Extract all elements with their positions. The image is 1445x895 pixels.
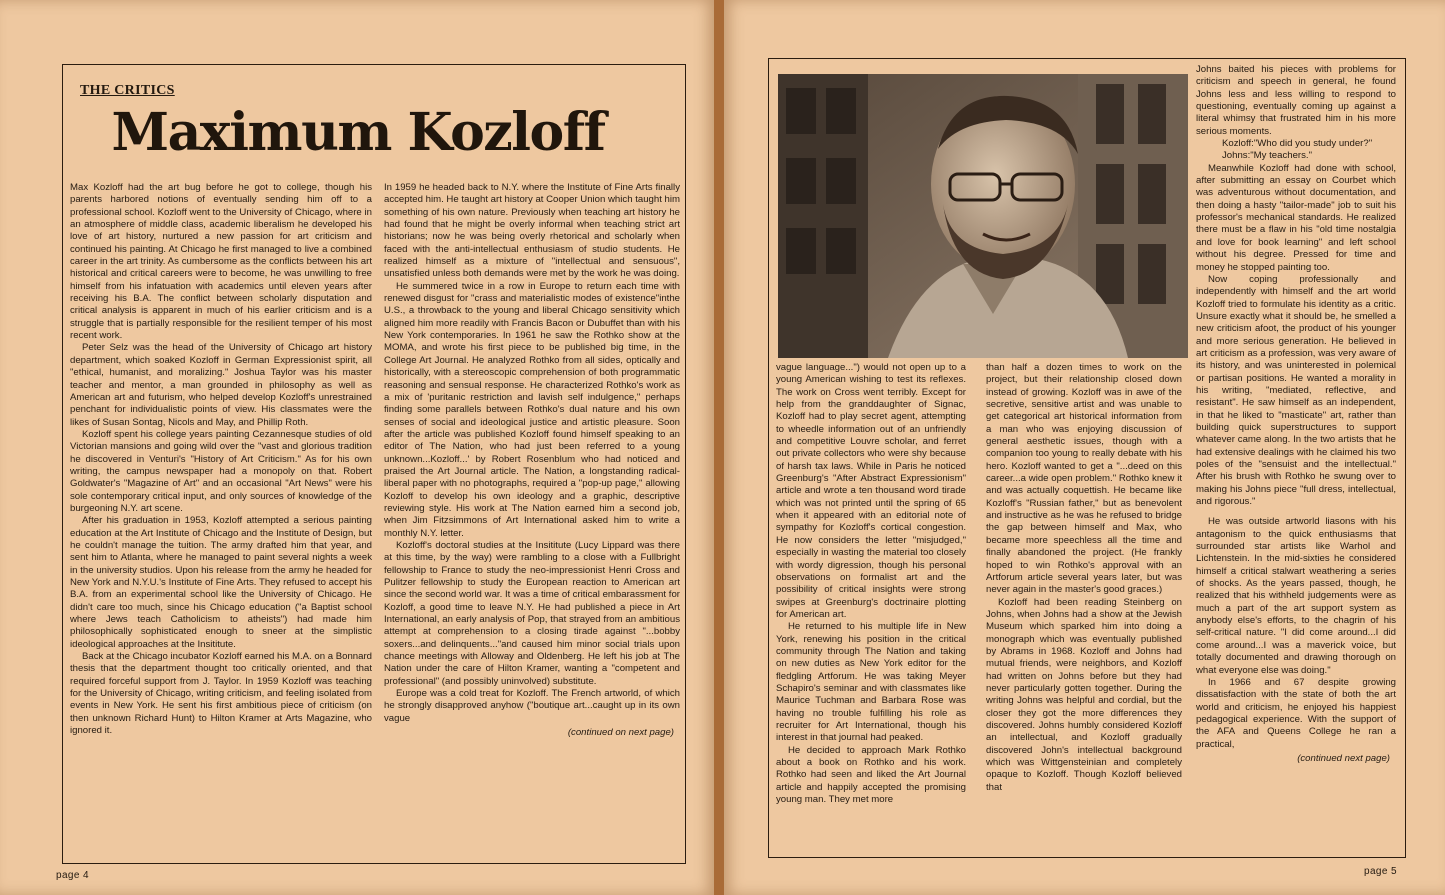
paragraph: Kozloff:"Who did you study under?" <box>1222 138 1373 150</box>
paragraph: He returned to his multiple life in New York, renewing his position in the critical community through The Nation and taking on new duties as New York editor for the fledgling Artforum. He was taking Meyer Schapiro's seminar and with classmates like Maurice Tuchman and Barbara Rose was having no trouble fulfilling his role as recruiter for Art International, though his interest in that journal had peaked. <box>776 621 966 744</box>
continued-note: (continued next page) <box>1297 752 1390 764</box>
article-column-3 <box>776 362 966 848</box>
paragraph: Johns:"My teachers." <box>1222 150 1312 162</box>
paragraph: Max Kozloff had the art bug before he got to college, though his parents harbored notions of eventually sending him off to a professional school. Kozloff went to the University of Chicago, where in an atmosphere of middle class, academic liberalism he developed his love of art history, nurtured a new passion for art criticism and continued his painting. At Chicago he first managed to live a combined career in the art trinity. As cumbersome as the conflicts between his art historical and critical careers were to become, he was unwilling to free himself from his infatuation with academics until eleven years after receiving his B.A. The conflict between scholarly disputation and critical analysis is apparent in much of his earlier criticism and is a struggle that is partially responsible for the resilient temper of his most recent work. <box>70 182 372 342</box>
article-column-2 <box>384 182 680 854</box>
page-number: page 5 <box>1364 866 1397 877</box>
paragraph: In 1959 he headed back to N.Y. where the Institute of Fine Arts finally accepted him. He taught art history at Cooper Union which taught him something of his own nature. Previously when teaching art history he had found that he might be overly informal when teaching strict art historians; now he was being overly rhetorical and scholarly when faced with the anti-intellectual enthusiasm of studio students. He realized himself as a mixture of "intellectual and sensuous", unsatisfied unless both demands were met by the work he was doing. <box>384 182 680 280</box>
paragraph: Kozloff had been reading Steinberg on Johns, when Johns had a show at the Jewish Museum which sparked him into doing a monograph which was eventually published by Abrams in 1968. Kozloff and Johns had mutual friends, were neighbors, and Kozloff had written on Johns before but they had never particularly gotten together. During the writing Johns was helpful and cordial, but the closer they got the more differences they discovered. Johns humbly considered Kozloff an intellectual, and Kozloff gradually discovered John's intellectual background which was Wittgensteinian and completely opaque to Kozloff. Though Kozloff believed that <box>986 596 1182 793</box>
paragraph: After his graduation in 1953, Kozloff attempted a serious painting education at the Art Institute of Chicago and the Institute of Design, but he couldn't manage the tuition. The army drafted him that year, and sent him to Atlanta, where he managed to paint several nights a week in the university studios. Upon his release from the army he headed for New York and N.Y.U.'s Institute of Fine Arts. They refused to accept his B.A. from an experimental school like the University of Chicago. He didn't care too much, since his Chicago education ("a Baptist school where Jews teach Catholicism to atheists") had made him philosophically sophisticated enough to sneer at the simplistic ideological approaches at the Insititute. <box>70 515 372 650</box>
paragraph: Now coping professionally and independently with himself and the art world Kozloff tried to formulate his identity as a critic. Unsure exactly what it should be, he smelled a new criticism afoot, the product of his younger and more serious generation. He believed in art criticism as a profession, was very aware of its history, and was uninterested in polemical or partisan positions. He wanted a morality in his writing, "mediated, reflective, and resistant". He saw himself as an independent, in that he liked to "masticate" art, rather than building quick superstructures to support whatever came along. In the two artists that he had extensive dealings with he claimed his two poles of the "sensuist and the intellectual." After his brush with Rothko he swung over to making his Johns piece "full dress, intellectual, and rigorous." <box>1196 273 1396 508</box>
paragraph: Kozloff spent his college years painting Cezannesque studies of old Victorian mansions and going wild over the "vast and glorious tradition he discovered in Venturi's "History of Art Criticism." As for his own writing, the campus newspaper had a monopoly on that. Robert Goldwater's "Magazine of Art" and an occasional "Art News" were his sole contemporary critical input, and only sources of knowledge of the burgeoning N.Y. art scene. <box>70 428 372 514</box>
paragraph: Peter Selz was the head of the University of Chicago art history department, which soaked Kozloff in German Expressionist spirit, all "ethical, humanist, and moralizing." Joshua Taylor was his master teacher and mentor, a man grounded in philosophy as well as American art and futurism, who helped develop Kozloff's unrestrained penchant for individualistic points of view. His classmates were the likes of Susan Sontag, Nicols and May, and Phillip Roth. <box>70 342 372 428</box>
paragraph: He decided to approach Mark Rothko about a book on Rothko and his work. Rothko had seen and liked the Art Journal article and happily accepted the promising young man. They met more <box>776 744 966 806</box>
portrait-photo <box>778 74 1188 358</box>
section-label: THE CRITICS <box>80 83 175 98</box>
article-headline: Maximum Kozloff <box>111 102 605 163</box>
paragraph: vague language...") would not open up to a young American wishing to test its reflexes. The work on Cross went terribly. Except for help from the granddaughter of Signac, Kozloff had to play secret agent, attempting to wheedle information out of an unfriendly and competitive Louvre scholar, and ferret out private collectors who were shy because of harsh tax laws. While in Paris he noticed Greenburg's "After Abstract Expressionism" article and wrote a ten thousand word tirade which was not printed until the spring of 65 when it appeared with an editorial note of sympathy for Kozloff's cortical congestion. He now considers the letter "misjudged," especially in wasting the material too closely with wordy digression, though his personal observations on formalist art and the possibility of critical insights were strong swipes at Greenburg's doctrinaire plotting for American art. <box>776 362 966 620</box>
paragraph: Kozloff's doctoral studies at the Insititute (Lucy Lippard was there at this time, by the way) were rambling to a close with a Fullbright fellowship to France to study the neo-impressionist Henri Cross and Pulitzer fellowship to study the European reaction to American art since the second world war. It was a time of critical embarassment for Kozloff, a good time to leave N.Y. He had published a piece in Art International, an early analysis of Pop, that strayed from an ambitious attempt at comprehension to a closing tirade against "...bobby soxers...and delinquents..."and caused him minor social trials upon chance meetings with Alloway and Oldenberg. He left his job at The Nation under the care of Hilton Kramer, wanting a "competent and professional" (and possibly uninvolved) substitute. <box>384 539 680 687</box>
paragraph: Back at the Chicago incubator Kozloff earned his M.A. on a Bonnard thesis that the department thought too critically oriented, and that required forceful support from J. Taylor. In 1959 Kozloff was teaching for the University of Chicago, writing criticism, and feeling isolated from events in New York. He sent his first ambitious piece of criticism (on then unknown Richard Hunt) to Hilton Kramer at Arts Magazine, who ignored it. <box>70 651 372 737</box>
paragraph: He was outside artworld liasons with his antagonism to the quick enthusiasms that surrounded star artists like Warhol and Lichtenstein. In the mid-sixties he considered himself a critical stalwart weathering a series of shocks. As the years passed, though, he realized that his withheld judgements were as much a part of the art support system as anybody else's efforts, to the chagrin of his self-critical nature. "I did come around...I did come around...I was a maverick voice, but totally documented and drawing thorough on what everyone else was doing." <box>1196 516 1396 676</box>
article-column-4 <box>986 362 1182 848</box>
paragraph: In 1966 and 67 despite growing dissatisfaction with the state of both the art world and criticism, he enjoyed his happiest pedagogical experience. With the support of the AFA and Queens College he ran a practical, <box>1196 676 1396 750</box>
paragraph: He summered twice in a row in Europe to return each time with renewed disgust for "crass and materialistic modes of existence"inthe U.S., a throwback to the young and liberal Chicago sensitivity which aligned him more readily with Francis Bacon or Dubuffet than with his New York contemporaries. In 1961 he saw the Rothko show at the MOMA, and wrote his first piece to be published big time, in the College Art Journal. He analyzed Rothko from all sides, optically and historically, with a stereoscopic comprehension of both programmatic reasoning and sensual response. He characterized Rothko's work as a mix of 'puritanic restriction and lavish self indulgence," perhaps finding some parallels between Rothko's dual nature and his own senses of social and ideological justice and artistic pleasure. Soon after the article was published Kozloff found himself speaking to an editor of The Nation, who had just been referred to a young unknown...Kozloff...' by Robert Rosenblum who had noticed and praised the Art Journal article. The Nation, a longstanding radical-liberal paper with no photographs, required a "pop-up page," allowing Kozloff to develop his own ideology and a graphic, descriptive reviewing style. His work at The Nation earned him a second job, when Jim Fitzsimmons of Art International asked him to write a monthly N.Y. letter. <box>384 280 680 539</box>
paragraph: Johns baited his pieces with problems for criticism and speech in general, he found Johns less and less willing to respond to questioning, eventually coming up against a literal whimsy that frustrated him in his more serious moments. <box>1196 64 1396 137</box>
paragraph: Europe was a cold treat for Kozloff. The French artworld, of which he strongly disapproved anyhow ("boutique art...caught up in its own vague <box>384 688 680 724</box>
page-number: page 4 <box>56 870 89 881</box>
paragraph: than half a dozen times to work on the project, but their relationship closed down instead of growing. Kozloff was in awe of the secretive, sensitive artist and was unable to get categorical art historical information from a man who was enjoying discussion of general aesthetic issues, though with a companion too young to really debate with his hero. Kozloff wanted to get a "...deed on this career...a wide open problem." Rothko knew it and was actually coquettish. He became like Kozloff's "Russian father," but as benevolent and instructive as he was he refused to bridge the gap between himself and Max, who became more speechless all the time and finally abandoned the project. (He frankly hoped to win Rothko's approval with an Artforum article several years later, but was never again in the master's good graces.) <box>986 362 1182 596</box>
article-column-5 <box>1196 64 1396 850</box>
article-column-1 <box>70 182 372 858</box>
paragraph: Meanwhile Kozloff had done with school, after submitting an essay on Courbet which was adventurous without documentation, and then doing a hasty "tailor-made" job to suit his professor's mechanical standards. He realized there must be a flaw in his "old time nostalgia and love for book learning" and left school without his degree. Pressed for time and money he stopped painting too. <box>1196 162 1396 273</box>
continued-note: (continued on next page) <box>567 727 674 739</box>
